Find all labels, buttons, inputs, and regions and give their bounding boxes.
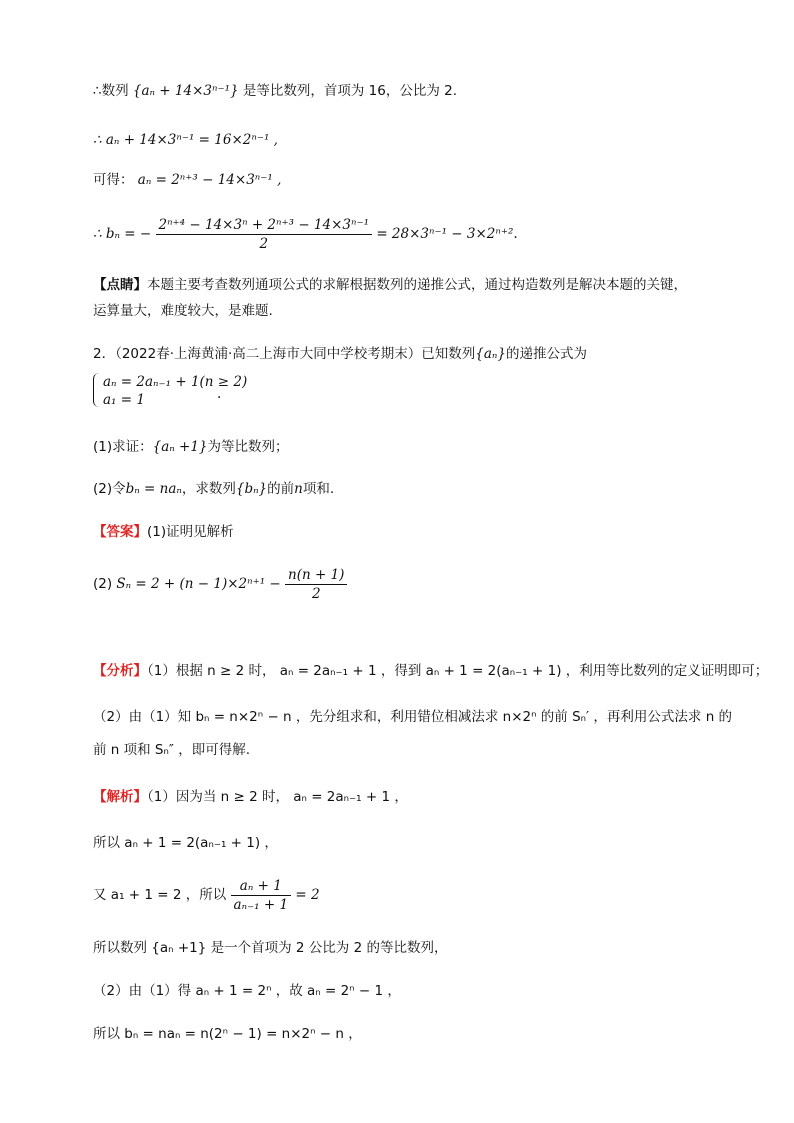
solution-step-2 [93,877,320,914]
question-2-part-1 [93,438,289,456]
numerator: n(n + 1) [285,566,347,585]
fenxi-tag: 【分析】 [93,663,147,679]
solution-step-3: 所以数列 {aₙ +1} 是一个首项为 2 公比为 2 的等比数列， [93,940,448,956]
answer-line-1 [93,523,234,541]
fraction [285,566,347,603]
math-expr: {aₙ + 14×3ⁿ⁻¹} [132,83,239,99]
text: ∴数列 [93,83,129,99]
text: 的递推公式为 [505,346,587,362]
solution-step-4: （2）由（1）得 aₙ + 1 = 2ⁿ ，故 aₙ = 2ⁿ − 1 ， [93,983,401,999]
math-expr: {aₙ +1} [152,439,208,455]
solution-step-5: 所以 bₙ = naₙ = n(2ⁿ − 1) = n×2ⁿ − n ， [93,1026,362,1042]
math-expr: ∴ bₙ = − [93,226,152,242]
math-expr: aₙ = 2ⁿ⁺³ − 14×3ⁿ⁻¹ , [137,172,282,188]
dianjing-tag: 【点睛】 [93,277,147,293]
text: (2) [93,576,113,592]
math-expr: Sₙ = 2 + (n − 1)×2ⁿ⁺¹ − [116,576,281,592]
text: （1）根据 n ≥ 2 时， aₙ = 2aₙ₋₁ + 1 ，得到 aₙ + 1 = 2(aₙ₋₁ + 1) ，利用等比数列的定义证明即可； [147,663,769,679]
system-line-2: a₁ = 1 [103,392,145,408]
jiexi-line-1 [93,788,408,806]
denominator: 2 [259,236,269,252]
text: 为等比数列； [207,439,289,455]
line-geometric-conclusion [93,82,457,100]
text: . [217,386,222,402]
fenxi-line-1 [93,662,768,680]
fenxi-line-3: 前 n 项和 Sₙ″ ，即可得解. [93,742,251,758]
dianjing-line-1 [93,276,687,294]
denominator: 2 [311,586,321,602]
fraction [156,216,373,253]
math-expr: {aₙ} [475,346,506,362]
line-an-relation: ∴ aₙ + 14×3ⁿ⁻¹ = 16×2ⁿ⁻¹ , [93,132,278,148]
text: ，求数列 [181,481,236,497]
system-line-1: aₙ = 2aₙ₋₁ + 1(n ≥ 2) [103,374,248,390]
question-2-part-2 [93,480,334,498]
numerator: 2ⁿ⁺⁴ − 14×3ⁿ + 2ⁿ⁺³ − 14×3ⁿ⁻¹ [156,216,373,235]
numerator: aₙ + 1 [231,877,292,896]
text: 项和. [302,481,335,497]
line-an-result [93,171,281,189]
text: 又 a₁ + 1 = 2 ，所以 [93,887,227,903]
question-2-header [93,345,587,363]
text: (2)令 [93,481,126,497]
math-expr: = 28×3ⁿ⁻¹ − 3×2ⁿ⁺². [376,226,518,242]
text: (1)证明见解析 [147,524,234,540]
text: 的前 [267,481,295,497]
text: 是等比数列，首项为 16，公比为 2. [242,83,458,99]
text: 2．（2022春·上海黄浦·高二上海市大同中学校考期末）已知数列 [93,346,476,362]
denominator: aₙ₋₁ + 1 [233,897,289,913]
math-expr: = 2 [295,887,320,903]
math-expr: {bₙ} [235,481,268,497]
fenxi-line-2: （2）由（1）知 bₙ = n×2ⁿ − n ，先分组求和，利用错位相减法求 n×2ⁿ 的前 Sₙ′ ，再利用公式法求 n 的 [93,709,733,725]
fraction [231,877,292,914]
jiexi-tag: 【解析】 [93,789,147,805]
text: （1）因为当 n ≥ 2 时， aₙ = 2aₙ₋₁ + 1 ， [147,789,408,805]
left-brace [93,373,100,407]
line-bn-formula [93,216,518,253]
math-expr: n [294,481,303,497]
text: (1)求证： [93,439,153,455]
answer-line-2 [93,566,347,603]
math-expr: bₙ = naₙ [125,481,182,497]
text: 可得： [93,172,134,188]
solution-step-1: 所以 aₙ + 1 = 2(aₙ₋₁ + 1) ， [93,835,278,851]
answer-tag: 【答案】 [93,524,147,540]
text: 本题主要考查数列通项公式的求解根据数列的递推公式，通过构造数列是解决本题的关键， [147,277,687,293]
dianjing-line-2: 运算量大，难度较大，是难题. [93,303,273,319]
